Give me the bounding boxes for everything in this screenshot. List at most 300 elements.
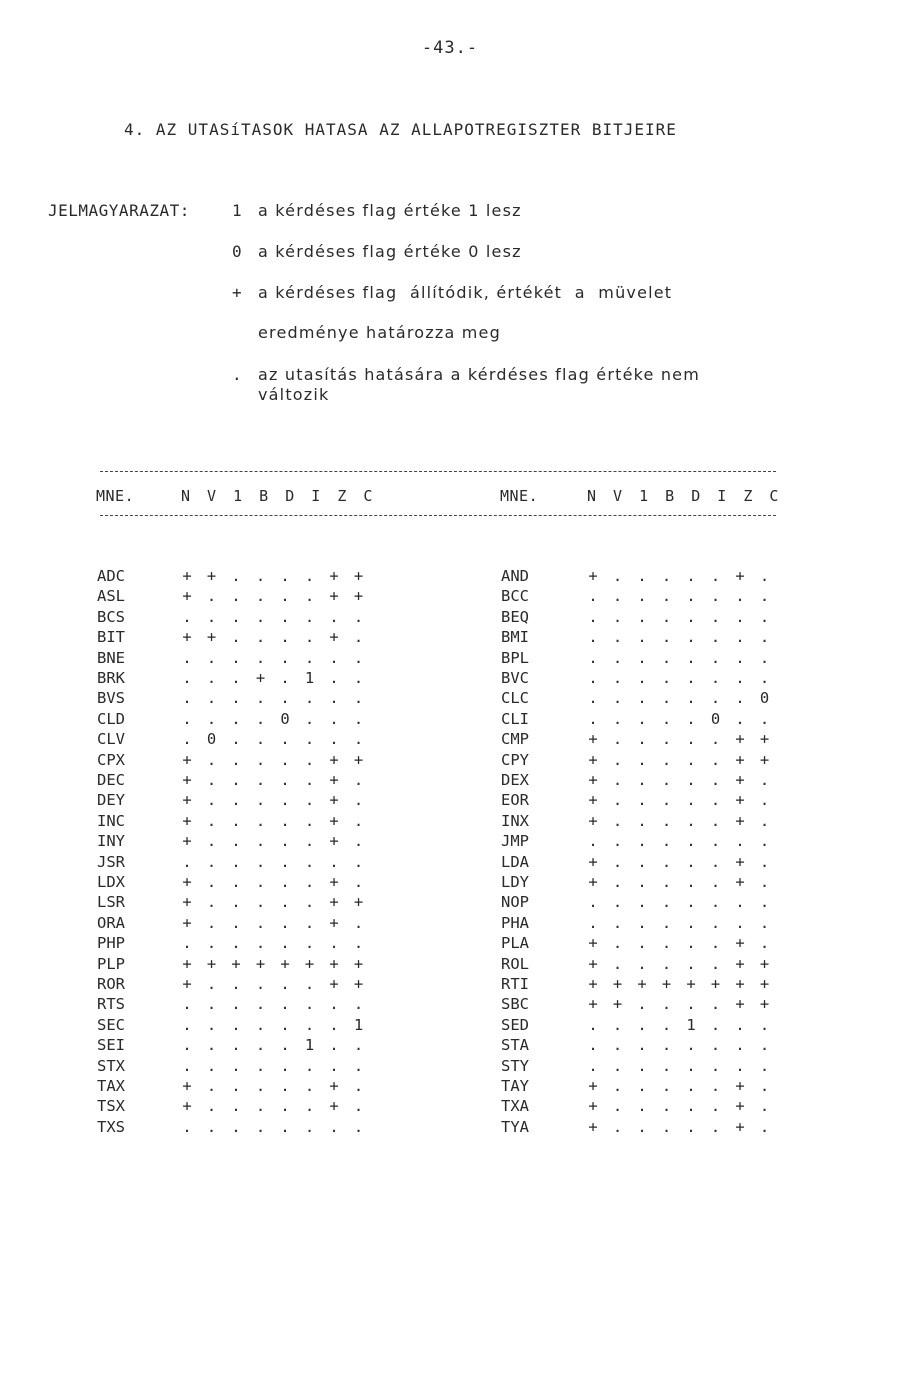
flag-value: . <box>255 628 266 647</box>
flag-value: . <box>588 648 598 667</box>
flag-value: . <box>661 771 672 789</box>
flag-value: . <box>255 730 266 749</box>
mnemonic: EOR <box>501 791 529 810</box>
flag-value: . <box>280 587 290 606</box>
flag-value: . <box>280 873 290 891</box>
flag-value: . <box>612 567 623 585</box>
flag-value: . <box>231 832 241 851</box>
flag-value: + <box>637 975 647 993</box>
flag-value: . <box>353 689 364 708</box>
flag-value: . <box>280 669 290 687</box>
flag-value: . <box>661 791 672 810</box>
flag-value: . <box>686 1077 696 1095</box>
flag-value: . <box>182 648 192 667</box>
flag-value: . <box>637 852 647 871</box>
flag-value: . <box>759 1077 770 1095</box>
flag-value: . <box>735 1036 745 1055</box>
flag-value: . <box>353 1117 364 1136</box>
flag-value: . <box>304 791 315 810</box>
header-mne-left: MNE. <box>96 487 135 505</box>
flag-value: . <box>329 995 339 1014</box>
flag-value: . <box>637 995 647 1014</box>
flag-value: . <box>661 954 672 973</box>
flag-value: + <box>182 628 192 647</box>
flag-value: . <box>735 689 745 708</box>
flag-value: + <box>353 954 364 973</box>
flag-value: . <box>759 669 770 687</box>
flag-value: . <box>637 1056 647 1075</box>
flag-value: . <box>661 567 672 585</box>
mnemonic: CPX <box>97 750 125 769</box>
flag-value: . <box>255 587 266 606</box>
flag-value: + <box>735 934 745 953</box>
flag-value: . <box>231 1056 241 1075</box>
flag-value: . <box>304 607 315 626</box>
flag-value: . <box>353 913 364 932</box>
flag-value: . <box>231 934 241 953</box>
legend-text-plus-cont: eredménye határozza meg <box>258 323 501 342</box>
flag-value: . <box>353 1097 364 1116</box>
flag-value: . <box>759 934 770 953</box>
flag-value: . <box>637 771 647 789</box>
flag-value: . <box>353 628 364 647</box>
flag-value: . <box>206 607 217 626</box>
flag-value: . <box>588 587 598 606</box>
flag-value: . <box>710 689 721 708</box>
flag-value: . <box>231 893 241 912</box>
flag-value: + <box>329 791 339 810</box>
flag-value: . <box>735 669 745 687</box>
flag-value: . <box>710 832 721 851</box>
flag-value: + <box>612 975 623 993</box>
flag-value: . <box>661 587 672 606</box>
flag-value: . <box>612 607 623 626</box>
flag-value: . <box>686 893 696 912</box>
flag-value: . <box>206 893 217 912</box>
flag-value: . <box>353 730 364 749</box>
flag-value: . <box>353 669 364 687</box>
flag-value: . <box>255 1097 266 1116</box>
flag-value: . <box>304 832 315 851</box>
flag-value: + <box>353 750 364 769</box>
flag-value: . <box>735 893 745 912</box>
flag-value: . <box>710 730 721 749</box>
flag-value: . <box>304 811 315 830</box>
flag-value: . <box>231 771 241 789</box>
flag-value: . <box>206 587 217 606</box>
flag-value: . <box>255 1117 266 1136</box>
flag-value: . <box>588 832 598 851</box>
flag-value: + <box>735 975 745 993</box>
header-mne-right: MNE. <box>500 487 539 505</box>
flag-value: . <box>304 995 315 1014</box>
flag-value: . <box>280 1036 290 1055</box>
flag-value: . <box>353 709 364 728</box>
flag-value: + <box>182 913 192 932</box>
flag-value: . <box>588 893 598 912</box>
flag-value: + <box>280 954 290 973</box>
mnemonic: STY <box>501 1056 529 1075</box>
flag-value: . <box>588 913 598 932</box>
flag-value: + <box>612 995 623 1014</box>
flag-value: . <box>735 1056 745 1075</box>
flag-value: . <box>710 791 721 810</box>
flag-value: + <box>206 628 217 647</box>
flag-value: . <box>686 648 696 667</box>
flag-value: . <box>637 1077 647 1095</box>
flag-value: . <box>661 934 672 953</box>
flag-value: + <box>735 1117 745 1136</box>
flag-value: . <box>206 771 217 789</box>
flag-value: . <box>637 730 647 749</box>
flag-value: . <box>304 689 315 708</box>
mnemonic: SED <box>501 1015 529 1034</box>
legend-text-one: a kérdéses flag értéke 1 lesz <box>258 201 522 220</box>
flag-value: . <box>231 689 241 708</box>
flag-value: . <box>612 771 623 789</box>
flag-value: + <box>329 811 339 830</box>
mnemonic: BVC <box>501 669 529 687</box>
flag-value: . <box>231 648 241 667</box>
flag-value: . <box>231 811 241 830</box>
flag-value: . <box>280 750 290 769</box>
flag-value: . <box>710 1117 721 1136</box>
flag-value: . <box>206 689 217 708</box>
mnemonic: LDY <box>501 873 529 891</box>
mnemonic: PHP <box>97 934 125 953</box>
flag-value: . <box>255 811 266 830</box>
flag-value: . <box>280 791 290 810</box>
flag-value: . <box>661 913 672 932</box>
flag-value: + <box>182 954 192 973</box>
flag-value: + <box>304 954 315 973</box>
flag-value: . <box>686 730 696 749</box>
flag-value: . <box>255 995 266 1014</box>
flag-value: + <box>735 730 745 749</box>
flag-value: + <box>182 873 192 891</box>
flag-value: . <box>304 1015 315 1034</box>
flag-value: . <box>612 709 623 728</box>
flag-value: . <box>637 1117 647 1136</box>
legend-text-dot: az utasítás hatására a kérdéses flag értéke nem <box>258 365 701 384</box>
flag-value: + <box>329 873 339 891</box>
flag-value: . <box>686 852 696 871</box>
flag-value: + <box>735 811 745 830</box>
mnemonic: LSR <box>97 893 125 912</box>
header-flags-left: N V 1 B D I Z C <box>181 487 376 505</box>
flag-value: . <box>329 709 339 728</box>
flag-value: . <box>661 750 672 769</box>
flag-value: . <box>686 607 696 626</box>
flag-value: . <box>637 934 647 953</box>
flag-value: . <box>759 648 770 667</box>
flag-value: . <box>686 1036 696 1055</box>
header-flags-right: N V 1 B D I Z C <box>587 487 782 505</box>
flag-value: . <box>206 791 217 810</box>
flag-value: + <box>329 771 339 789</box>
flag-value: . <box>329 852 339 871</box>
flag-value: . <box>661 607 672 626</box>
mnemonic: CLC <box>501 689 529 708</box>
flag-value: + <box>588 567 598 585</box>
flag-value: . <box>588 709 598 728</box>
flag-value: . <box>710 648 721 667</box>
flag-value: . <box>710 1097 721 1116</box>
legend-text-zero: a kérdéses flag értéke 0 lesz <box>258 242 522 261</box>
flag-value: . <box>353 934 364 953</box>
flag-value: . <box>280 607 290 626</box>
flag-value: 1 <box>304 669 315 687</box>
flag-value: . <box>686 709 696 728</box>
flag-value: . <box>637 567 647 585</box>
flag-value: . <box>710 873 721 891</box>
flag-value: . <box>661 730 672 749</box>
flag-value: . <box>637 750 647 769</box>
flag-value: . <box>612 1036 623 1055</box>
flag-value: . <box>304 852 315 871</box>
flag-value: + <box>735 791 745 810</box>
flag-value: . <box>231 709 241 728</box>
flag-value: . <box>231 567 241 585</box>
table-top-rule <box>100 471 776 472</box>
flag-value: . <box>759 1117 770 1136</box>
flag-value: . <box>231 628 241 647</box>
flag-value: . <box>612 1056 623 1075</box>
mnemonic: CLV <box>97 730 125 749</box>
flag-value: . <box>231 913 241 932</box>
flag-value: . <box>304 913 315 932</box>
mnemonic: ADC <box>97 567 125 585</box>
flag-value: . <box>255 1056 266 1075</box>
flag-value: . <box>255 873 266 891</box>
flag-value: . <box>329 648 339 667</box>
flag-value: . <box>686 954 696 973</box>
mnemonic: BPL <box>501 648 529 667</box>
flag-value: . <box>686 873 696 891</box>
flag-value: . <box>231 791 241 810</box>
flag-value: . <box>353 1077 364 1095</box>
flag-value: . <box>661 1077 672 1095</box>
flag-value: 1 <box>686 1015 696 1034</box>
flag-value: . <box>588 607 598 626</box>
flag-value: . <box>588 1015 598 1034</box>
flag-value: . <box>759 1056 770 1075</box>
flag-value: . <box>329 934 339 953</box>
page-number: -43.- <box>421 38 479 58</box>
mnemonic: BVS <box>97 689 125 708</box>
flag-value: . <box>686 913 696 932</box>
flag-value: . <box>231 975 241 993</box>
flag-value: + <box>329 750 339 769</box>
flag-value: . <box>182 852 192 871</box>
flag-value: + <box>588 954 598 973</box>
flag-value: . <box>280 567 290 585</box>
flag-value: + <box>182 750 192 769</box>
flag-value: . <box>206 1036 217 1055</box>
flag-value: . <box>280 1097 290 1116</box>
flag-value: . <box>612 873 623 891</box>
flag-value: . <box>231 873 241 891</box>
flag-value: . <box>353 832 364 851</box>
flag-value: + <box>588 934 598 953</box>
flag-value: . <box>353 852 364 871</box>
flag-value: . <box>637 1015 647 1034</box>
flag-value: + <box>206 954 217 973</box>
flag-value: + <box>588 995 598 1014</box>
flag-value: . <box>686 995 696 1014</box>
flag-value: . <box>182 934 192 953</box>
mnemonic: CPY <box>501 750 529 769</box>
flag-value: . <box>710 913 721 932</box>
flag-value: . <box>686 750 696 769</box>
mnemonic: DEC <box>97 771 125 789</box>
flag-value: + <box>735 1077 745 1095</box>
flag-value: . <box>304 975 315 993</box>
flag-value: . <box>637 669 647 687</box>
flag-value: . <box>182 995 192 1014</box>
flag-value: . <box>231 750 241 769</box>
flag-value: . <box>182 1117 192 1136</box>
flag-value: . <box>661 1015 672 1034</box>
flag-value: . <box>612 689 623 708</box>
mnemonic: TYA <box>501 1117 529 1136</box>
flag-value: . <box>612 832 623 851</box>
flag-value: . <box>686 811 696 830</box>
flag-value: . <box>710 811 721 830</box>
flag-value: . <box>710 1036 721 1055</box>
flag-value: + <box>588 771 598 789</box>
flag-value: . <box>206 1056 217 1075</box>
flag-value: . <box>280 913 290 932</box>
flag-value: . <box>588 1056 598 1075</box>
flag-value: + <box>735 1097 745 1116</box>
flag-value: + <box>329 587 339 606</box>
flag-value: . <box>206 669 217 687</box>
flag-value: + <box>182 1097 192 1116</box>
flag-value: + <box>182 791 192 810</box>
flag-value: . <box>353 648 364 667</box>
flag-value: . <box>280 1117 290 1136</box>
flag-value: . <box>637 648 647 667</box>
flag-value: . <box>206 934 217 953</box>
flag-value: . <box>612 750 623 769</box>
flag-value: . <box>637 832 647 851</box>
flag-value: . <box>759 1097 770 1116</box>
flag-value: + <box>353 587 364 606</box>
mnemonic: SBC <box>501 995 529 1014</box>
mnemonic: JMP <box>501 832 529 851</box>
flag-value: . <box>255 648 266 667</box>
flag-value: + <box>329 954 339 973</box>
mnemonic: BIT <box>97 628 125 647</box>
flag-value: . <box>759 852 770 871</box>
flag-value: + <box>329 628 339 647</box>
flag-value: . <box>612 954 623 973</box>
flag-value: . <box>182 607 192 626</box>
flag-value: . <box>353 995 364 1014</box>
mnemonic: ASL <box>97 587 125 606</box>
flag-value: . <box>710 607 721 626</box>
flag-value: + <box>735 771 745 789</box>
flag-value: 0 <box>206 730 217 749</box>
flag-value: + <box>255 669 266 687</box>
flag-value: . <box>353 873 364 891</box>
flag-value: . <box>759 1015 770 1034</box>
flag-value: . <box>637 1036 647 1055</box>
flag-value: . <box>182 1056 192 1075</box>
flag-value: . <box>255 689 266 708</box>
flag-value: . <box>329 1056 339 1075</box>
flag-value: . <box>759 628 770 647</box>
flag-value: + <box>735 995 745 1014</box>
flag-value: . <box>182 1036 192 1055</box>
flag-value: . <box>686 567 696 585</box>
flag-value: . <box>588 669 598 687</box>
flag-value: . <box>206 995 217 1014</box>
flag-value: . <box>255 852 266 871</box>
flag-value: . <box>280 628 290 647</box>
flag-value: . <box>255 934 266 953</box>
flag-value: . <box>304 1117 315 1136</box>
flag-value: . <box>612 648 623 667</box>
flag-value: + <box>588 791 598 810</box>
mnemonic: TXA <box>501 1097 529 1116</box>
flag-value: + <box>710 975 721 993</box>
flag-value: . <box>612 1097 623 1116</box>
mnemonic: RTI <box>501 975 529 993</box>
mnemonic: LDX <box>97 873 125 891</box>
flag-value: . <box>759 811 770 830</box>
flag-value: + <box>182 587 192 606</box>
flag-value: + <box>588 975 598 993</box>
flag-value: . <box>686 832 696 851</box>
flag-value: + <box>182 811 192 830</box>
flag-value: . <box>661 1117 672 1136</box>
flag-value: . <box>353 607 364 626</box>
flag-value: . <box>759 832 770 851</box>
flag-value: . <box>661 1056 672 1075</box>
flag-value: . <box>661 893 672 912</box>
flag-value: . <box>735 832 745 851</box>
flag-value: . <box>206 913 217 932</box>
flag-value: + <box>735 954 745 973</box>
flag-value: . <box>637 587 647 606</box>
flag-value: . <box>304 567 315 585</box>
mnemonic: STA <box>501 1036 529 1055</box>
flag-value: . <box>612 669 623 687</box>
flag-value: . <box>304 1097 315 1116</box>
flag-value: . <box>182 1015 192 1034</box>
legend-symbol-plus: + <box>232 283 242 302</box>
flag-value: + <box>182 893 192 912</box>
flag-value: . <box>759 709 770 728</box>
flag-value: . <box>329 689 339 708</box>
flag-value: . <box>329 607 339 626</box>
flag-value: + <box>759 730 770 749</box>
flag-value: + <box>329 913 339 932</box>
flag-value: . <box>637 811 647 830</box>
flag-value: . <box>637 873 647 891</box>
flag-value: . <box>735 709 745 728</box>
flag-value: . <box>231 607 241 626</box>
flag-value: . <box>686 771 696 789</box>
mnemonic: SEC <box>97 1015 125 1034</box>
flag-value: . <box>661 689 672 708</box>
flag-value: . <box>735 1015 745 1034</box>
flag-value: . <box>612 811 623 830</box>
mnemonic: AND <box>501 567 529 585</box>
mnemonic: PLP <box>97 954 125 973</box>
